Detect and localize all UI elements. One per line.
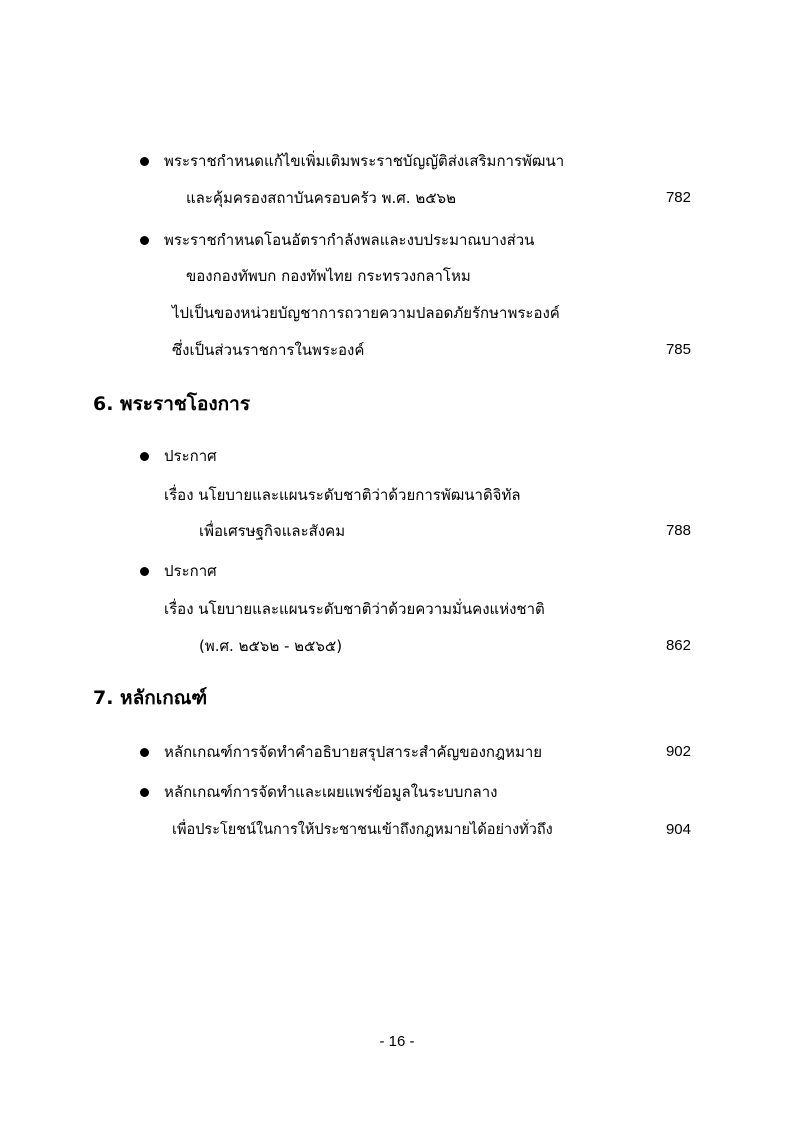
toc-entry-text[interactable]: และคุ้มครองสถาบันครอบครัว พ.ศ. ๒๕๖๒ [186, 189, 456, 207]
toc-page-number: 788 [665, 522, 691, 539]
toc-page-number: 904 [665, 821, 691, 838]
toc-entry-text[interactable]: ประกาศ [164, 447, 217, 465]
toc-entry-text[interactable]: เรื่อง นโยบายและแผนระดับชาติว่าด้วยการพัฒนาดิจิทัล [164, 486, 521, 504]
toc-page-number: 785 [665, 341, 691, 358]
toc-entry-text[interactable]: เพื่อเศรษฐกิจและสังคม [199, 522, 346, 540]
toc-entry-text[interactable]: หลักเกณฑ์การจัดทำและเผยแพร่ข้อมูลในระบบกลาง [164, 783, 498, 801]
toc-entry-text[interactable]: ประกาศ [164, 562, 217, 580]
toc-page-number: 862 [665, 637, 691, 654]
bullet-icon [140, 452, 149, 461]
toc-entry-text[interactable]: หลักเกณฑ์การจัดทำคำอธิบายสรุปสาระสำคัญของกฎหมาย [164, 743, 543, 761]
toc-page-number: 902 [665, 743, 691, 760]
toc-entry-text[interactable]: พระราชกำหนดโอนอัตรากำลังพลและงบประมาณบางส่วน [164, 231, 535, 249]
bullet-icon [140, 236, 149, 245]
bullet-icon [140, 788, 149, 797]
toc-entry-text[interactable]: (พ.ศ. ๒๕๖๒ - ๒๕๖๕) [199, 637, 343, 655]
toc-page-number: 782 [665, 189, 691, 206]
page-number-footer: - 16 - [379, 1033, 415, 1050]
toc-entry-text[interactable]: ไปเป็นของหน่วยบัญชาการถวายความปลอดภัยรักษาพระองค์ [172, 304, 560, 322]
bullet-icon [140, 748, 149, 757]
toc-entry-text[interactable]: เรื่อง นโยบายและแผนระดับชาติว่าด้วยความมั่นคงแห่งชาติ [164, 600, 545, 618]
toc-entry-text[interactable]: เพื่อประโยชน์ในการให้ประชาชนเข้าถึงกฎหมายได้อย่างทั่วถึง [172, 822, 553, 838]
toc-entry-text[interactable]: ซึ่งเป็นส่วนราชการในพระองค์ [172, 341, 365, 359]
bullet-icon [140, 157, 149, 166]
toc-entry-text[interactable]: พระราชกำหนดแก้ไขเพิ่มเติมพระราชบัญญัติส่งเสริมการพัฒนา [164, 152, 565, 170]
section-heading: 6. พระราชโองการ [93, 393, 251, 415]
section-heading: 7. หลักเกณฑ์ [93, 687, 208, 709]
bullet-icon [140, 567, 149, 576]
toc-entry-text[interactable]: ของกองทัพบก กองทัพไทย กระทรวงกลาโหม [186, 267, 471, 285]
